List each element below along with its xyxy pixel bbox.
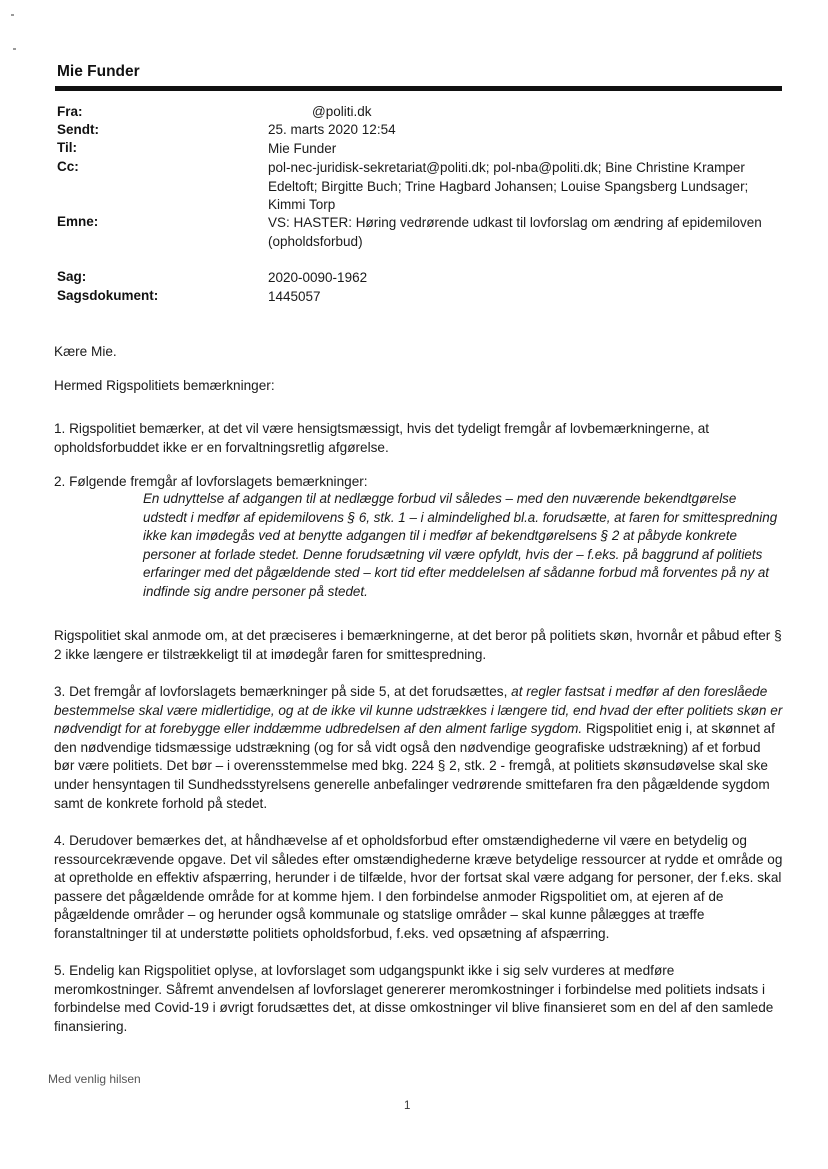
fra-label: Fra: — [57, 104, 83, 119]
til-value: Mie Funder — [268, 141, 337, 156]
sendt-label: Sendt: — [57, 122, 99, 137]
cc-label: Cc: — [57, 159, 79, 174]
paragraph-5: 5. Endelig kan Rigspolitiet oplyse, at lovforslaget som udgangspunkt ikke i sig selv vurderes at medføre meromkostninger. Såfremt anvendelsen af lovforslaget genererer meromkostninger i forbindelse med politiets indsats i forbindelse med Covid-19 i øvrigt forudsættes det, at disse omkostninger vil blive finansieret som en del af den samlede finansiering. — [54, 963, 774, 1034]
sag-value: 2020-0090-1962 — [268, 270, 368, 285]
sender-name: Mie Funder — [57, 63, 140, 80]
paragraph-4: 4. Derudover bemærkes det, at håndhævelse af et opholdsforbud efter omstændighederne vil være en betydelig og ressourcekrævende opgave. Det vil således efter omstændighederne kræve betydelige ressourcer at rydde et område og at opretholde en effektiv afspærring, herunder i de tilfælde, hvor der fortsat skal være adgang for personer, der f.eks. skal passere det pågældende område for at komme hjem. I den forbindelse anmoder Rigspolitiet om, at ejeren af de pågældende områder – og herunder også kommunale og statslige områder – skal kunne pålægges at træffe foranstaltninger til at understøtte politiets opholdsforbud, f.eks. ved opsætning af afspærring. — [54, 833, 783, 941]
paragraph-3-rest: Rigspolitiet enig i, at skønnet af den nødvendige tidsmæssige udstrækning (og for så vidt også den nødvendige geografiske udstrækning) af et forbud bør være politiets. Det bør – i overensstemmelse med bkg. 224 § 2, stk. 2 - fremgå, at politiets skønsudøvelse skal ske under hensyntagen til Sundhedsstyrelsens generelle anbefalinger vedrørende smittefaren fra den pågældende sygdom samt de konkrete forhold på stedet. — [54, 721, 775, 811]
page-number: 1 — [404, 1100, 411, 1112]
scan-speck — [13, 48, 16, 50]
paragraph-3 — [54, 683, 784, 813]
cc-value: pol-nec-juridisk-sekretariat@politi.dk; pol-nba@politi.dk; Bine Christine Kramper Edeltoft; Birgitte Buch; Trine Hagbard Johansen; Louise Spangsberg Lundsager; Kimmi Torp — [268, 160, 749, 212]
closing-salutation: Med venlig hilsen — [48, 1072, 141, 1086]
intro-line: Hermed Rigspolitiets bemærkninger: — [54, 378, 275, 393]
paragraph-2-lead: 2. Følgende fremgår af lovforslagets bemærkninger: — [54, 474, 368, 489]
sagsdokument-label: Sagsdokument: — [57, 288, 159, 303]
paragraph-1: 1. Rigspolitiet bemærker, at det vil være hensigtsmæssigt, hvis det tydeligt fremgår af lovbemærkningerne, at opholdsforbuddet ikke er en forvaltningsretlig afgørelse. — [54, 421, 710, 455]
quoted-remarks: En udnyttelse af adgangen til at nedlægge forbud vil således – med den nuværende bekendtgørelse udstedt i medfør af epidemilovens § 6, stk. 1 – i almindelighed bl.a. forudsætte, at faren for smittespredning ikke kan imødegås ved at benytte adgangen til i medfør af bekendtgørelsens § 2 at påbyde konkrete personer at forlade stedet. Denne forudsætning vil være opfyldt, hvis der – f.eks. på baggrund af politiets erfaringer med det pågældende sted – kort tid efter meddelelsen af sådanne forbud må forventes på ny at indfinde sig andre personer på stedet. — [143, 491, 778, 599]
emne-label: Emne: — [57, 214, 99, 229]
header-rule — [55, 86, 782, 91]
paragraph-3-intro: 3. Det fremgår af lovforslagets bemærkninger på side 5, at det forudsættes, — [54, 684, 508, 699]
paragraph-2-request: Rigspolitiet skal anmode om, at det præciseres i bemærkningerne, at det beror på politiets skøn, hvornår et påbud efter § 2 ikke længere er tilstrækkeligt til at imødegår faren for smittespredning. — [54, 628, 782, 662]
emne-value: VS: HASTER: Høring vedrørende udkast til lovforslag om ændring af epidemiloven (opholdsforbud) — [268, 215, 762, 249]
fra-value: @politi.dk — [312, 104, 372, 119]
sag-label: Sag: — [57, 269, 87, 284]
til-label: Til: — [57, 140, 77, 155]
paragraph-3-quote: at regler fastsat i medfør af den foreslåede bestemmelse skal være midlertidige, og at de ikke vil kunne udstrækkes i længere tid, end hvad der efter politiets skøn er nødvendigt for at forebygge eller inddæmme udbredelsen af den alment farlige sygdom. — [54, 684, 783, 737]
greeting: Kære Mie. — [54, 344, 117, 359]
sendt-value: 25. marts 2020 12:54 — [268, 122, 396, 137]
sagsdokument-value: 1445057 — [268, 289, 321, 304]
scan-speck — [11, 14, 14, 16]
